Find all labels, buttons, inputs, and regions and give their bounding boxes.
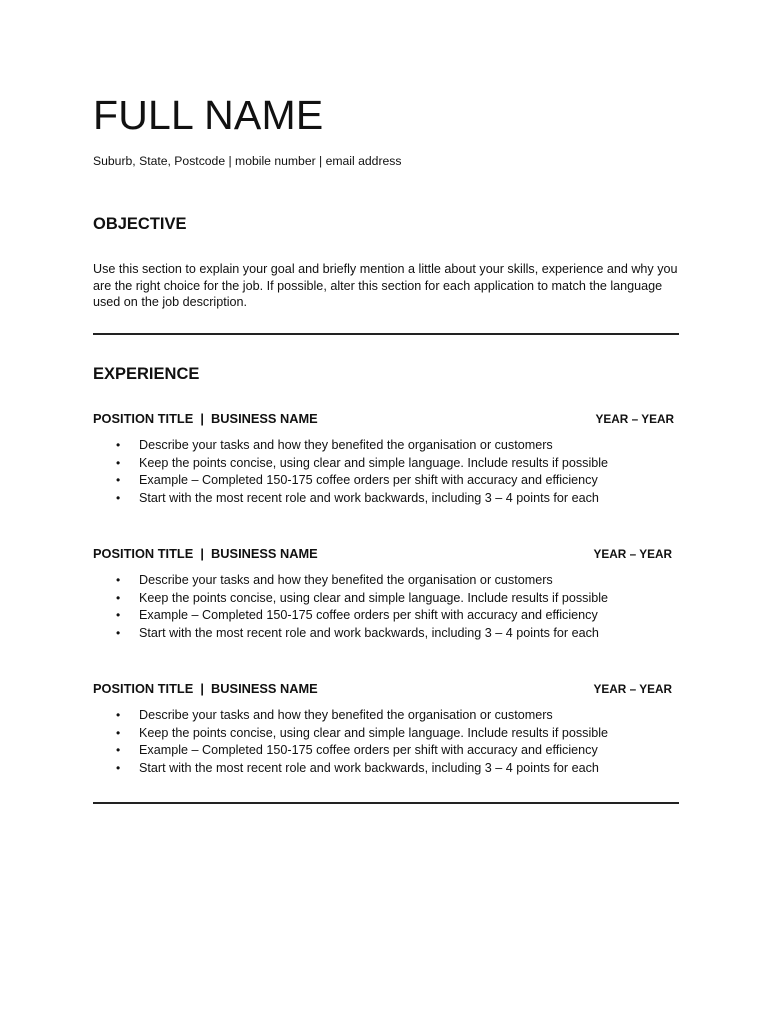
bullet-icon: • bbox=[116, 438, 121, 452]
list-item bbox=[93, 572, 683, 590]
job-entry bbox=[93, 680, 683, 776]
list-item bbox=[93, 725, 683, 743]
job-title: POSITION TITLE | BUSINESS NAME bbox=[93, 411, 318, 426]
bullet-text: Start with the most recent role and work backwards, including 3 – 4 points for each bbox=[139, 491, 599, 506]
bullet-icon: • bbox=[116, 761, 121, 776]
bullet-text: Example – Completed 150-175 coffee orders per shift with accuracy and efficiency bbox=[139, 743, 598, 758]
bullet-text: Describe your tasks and how they benefited the organisation or customers bbox=[139, 573, 553, 587]
list-item bbox=[93, 490, 683, 508]
bullet-text: Start with the most recent role and work backwards, including 3 – 4 points for each bbox=[139, 761, 599, 776]
bullet-text: Describe your tasks and how they benefited the organisation or customers bbox=[139, 438, 553, 452]
list-item bbox=[93, 707, 683, 725]
list-item bbox=[93, 760, 683, 778]
bullet-text: Describe your tasks and how they benefited the organisation or customers bbox=[139, 708, 553, 722]
list-item bbox=[93, 742, 683, 760]
list-item bbox=[93, 607, 683, 625]
bullet-text: Keep the points concise, using clear and simple language. Include results if possible bbox=[139, 725, 609, 740]
list-item bbox=[93, 590, 683, 608]
bullet-text: Start with the most recent role and work backwards, including 3 – 4 points for each bbox=[139, 626, 599, 641]
bullet-text: Keep the points concise, using clear and simple language. Include results if possible bbox=[139, 590, 609, 605]
bullet-icon: • bbox=[116, 608, 121, 623]
job-bullet-list bbox=[93, 707, 683, 778]
job-entry bbox=[93, 410, 683, 506]
job-bullet-list bbox=[93, 572, 683, 643]
section-divider bbox=[93, 333, 679, 335]
job-entry bbox=[93, 545, 683, 641]
job-years: YEAR – YEAR bbox=[593, 682, 672, 696]
bullet-text: Keep the points concise, using clear and simple language. Include results if possible bbox=[139, 455, 609, 470]
job-title: POSITION TITLE | BUSINESS NAME bbox=[93, 681, 318, 696]
job-bullet-list bbox=[93, 437, 683, 508]
contact-line: Suburb, State, Postcode | mobile number | email address bbox=[93, 154, 402, 168]
bullet-icon: • bbox=[116, 743, 121, 758]
bullet-icon: • bbox=[116, 725, 121, 740]
bullet-text: Example – Completed 150-175 coffee orders per shift with accuracy and efficiency bbox=[139, 608, 598, 623]
job-title: POSITION TITLE | BUSINESS NAME bbox=[93, 546, 318, 561]
list-item bbox=[93, 625, 683, 643]
bullet-text: Example – Completed 150-175 coffee orders per shift with accuracy and efficiency bbox=[139, 473, 598, 488]
section-divider bbox=[93, 802, 679, 804]
experience-heading: EXPERIENCE bbox=[93, 365, 200, 383]
bullet-icon: • bbox=[116, 708, 121, 722]
job-header bbox=[93, 410, 683, 428]
bullet-icon: • bbox=[116, 473, 121, 488]
job-header bbox=[93, 545, 683, 563]
objective-heading: OBJECTIVE bbox=[93, 215, 187, 233]
job-years: YEAR – YEAR bbox=[593, 547, 672, 561]
bullet-icon: • bbox=[116, 455, 121, 470]
list-item bbox=[93, 472, 683, 490]
bullet-icon: • bbox=[116, 626, 121, 641]
full-name-heading: FULL NAME bbox=[93, 92, 324, 138]
list-item bbox=[93, 455, 683, 473]
list-item bbox=[93, 437, 683, 455]
job-years: YEAR – YEAR bbox=[595, 412, 674, 426]
bullet-icon: • bbox=[116, 590, 121, 605]
bullet-icon: • bbox=[116, 491, 121, 506]
bullet-icon: • bbox=[116, 573, 121, 587]
objective-text: Use this section to explain your goal and briefly mention a little about your skills, experience and why you are the right choice for the job. If possible, alter this section for each application to match the language used on the job description. bbox=[93, 262, 678, 309]
job-header bbox=[93, 680, 683, 698]
